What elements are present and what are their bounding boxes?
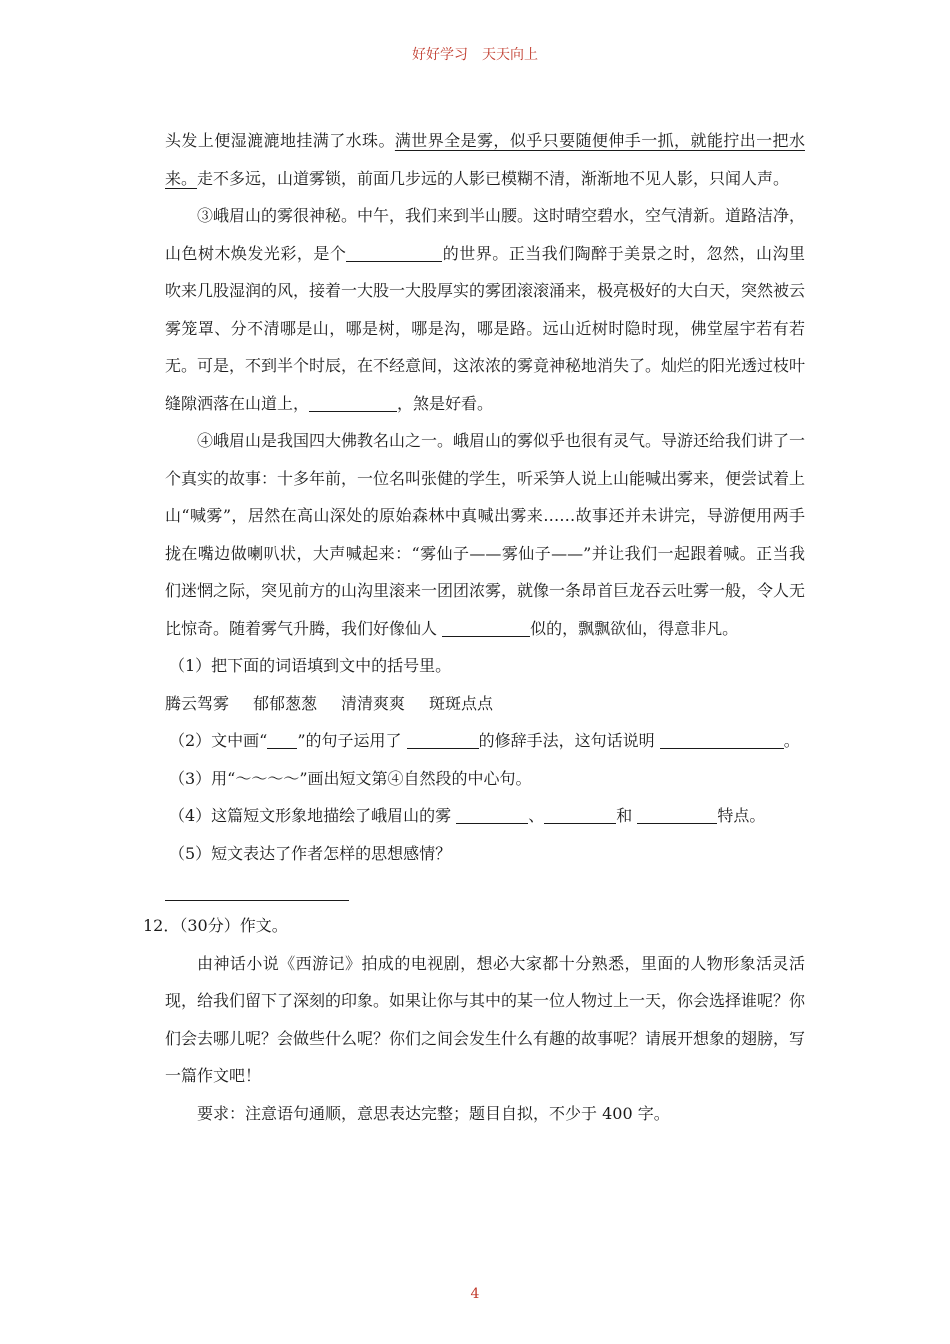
question-12-title: 12．（30分）作文。 (143, 916, 288, 935)
q2-mark-blank (267, 730, 297, 749)
p4-text-a: ④峨眉山是我国四大佛教名山之一。峨眉山的雾似乎也很有灵气。导游还给我们讲了一个真实的故事：十多年前，一位名叫张健的学生，听采笋人说上山能喊出雾来，便尝试着上山“喊雾”，居然在高山深处的原始森林中真喊出雾来……故事还并未讲完，导游便用两手拢在嘴边做喇叭状，大声喊起来：“雾仙子——雾仙子——”并让我们一起跟着喊。正当我们迷惘之际，突见前方的山沟里滚来一团团浓雾，就像一条昂首巨龙吞云吐雾一般，令人无比惊奇。随着雾气升腾，我们好像仙人 (165, 431, 806, 638)
word-item: 斑斑点点 (429, 693, 494, 713)
answer-blank-feature-3[interactable] (637, 805, 717, 824)
passage-paragraph-4 (165, 422, 805, 647)
essay-requirement: 要求：注意语句通顺，意思表达完整；题目自拟，不少于 400 字。 (197, 1103, 670, 1123)
fill-blank-3[interactable] (442, 618, 530, 637)
fill-blank-2[interactable] (309, 393, 397, 412)
p3-text-c: ，煞是好看。 (397, 393, 494, 413)
answer-line-q5[interactable] (165, 872, 349, 901)
p4-text-b: 似的，飘飘欲仙，得意非凡。 (530, 618, 739, 638)
q2-text-c: 的修辞手法，这句话说明 (478, 731, 660, 750)
answer-blank-feature-1[interactable] (456, 805, 528, 824)
answer-blank-meaning[interactable] (660, 730, 784, 749)
q4-sep-2: 和 (616, 806, 638, 825)
p1-text-a: 头发上便湿漉漉地挂满了水珠。 (165, 131, 395, 150)
p3-text-b: 的世界。正当我们陶醉于美景之时，忽然，山沟里吹来几股湿润的风，接着一大股一大股厚实的雾团滚滚涌来，极亮极好的大白天，突然被云雾笼罩、分不清哪是山，哪是树，哪是沟，哪是路。远山近树时隐时现，佛堂屋宇若有若无。可是，不到半个时辰，在不经意间，这浓浓的雾竟神秘地消失了。灿烂的阳光透过枝叶缝隙洒落在山道上， (165, 243, 806, 413)
q2-text-d: 。 (783, 731, 800, 750)
word-item: 清清爽爽 (341, 693, 406, 713)
document-body (143, 122, 806, 1132)
word-bank (165, 685, 805, 723)
q4-sep-1: 、 (528, 806, 545, 825)
question-4 (165, 797, 805, 835)
page-header: 好好学习 天天向上 (412, 47, 538, 63)
passage-paragraph-3 (165, 197, 805, 422)
q4-text-a: （4）这篇短文形象地描绘了峨眉山的雾 (169, 806, 457, 825)
question-3: （3）用“～～～～”画出短文第④自然段的中心句。 (169, 768, 532, 788)
q2-text-b: ”的句子运用了 (297, 731, 407, 750)
essay-prompt: 由神话小说《西游记》拍成的电视剧，想必大家都十分熟悉，里面的人物形象活灵活现，给我们留下了深刻的印象。如果让你与其中的某一位人物过上一天，你会选择谁呢？你们会去哪儿呢？会做些什么呢？你们之间会发生什么有趣的故事呢？请展开想象的翅膀，写一篇作文吧！ (165, 953, 806, 1085)
word-item: 腾云驾雾 (165, 693, 230, 713)
word-item: 郁郁葱葱 (253, 693, 318, 713)
p1-text-b: 走不多远，山道雾锁，前面几步远的人影已模糊不清，渐渐地不见人影，只闻人声。 (197, 168, 790, 188)
answer-blank-feature-2[interactable] (544, 805, 616, 824)
p3-text-a: ③峨眉山的雾很神秘。中午，我们来到半山腰。这时晴空碧水，空气清新。道路洁净，山色树木焕发光彩，是个 (165, 206, 806, 263)
q2-text-a: （2）文中画“ (169, 731, 268, 750)
page-number: 4 (470, 1286, 480, 1302)
passage-paragraph-2 (165, 122, 805, 197)
question-1: （1）把下面的词语填到文中的括号里。 (169, 656, 452, 675)
fill-blank-1[interactable] (346, 243, 442, 262)
underlined-sentence: 满世界全是雾，似乎只要随便伸手一抓，就能拧出一把水来。 (165, 131, 805, 188)
question-2 (165, 722, 805, 760)
question-5: （5）短文表达了作者怎样的思想感情？ (169, 843, 452, 863)
answer-blank-rhetoric[interactable] (407, 730, 479, 749)
q4-text-end: 特点。 (717, 806, 766, 825)
